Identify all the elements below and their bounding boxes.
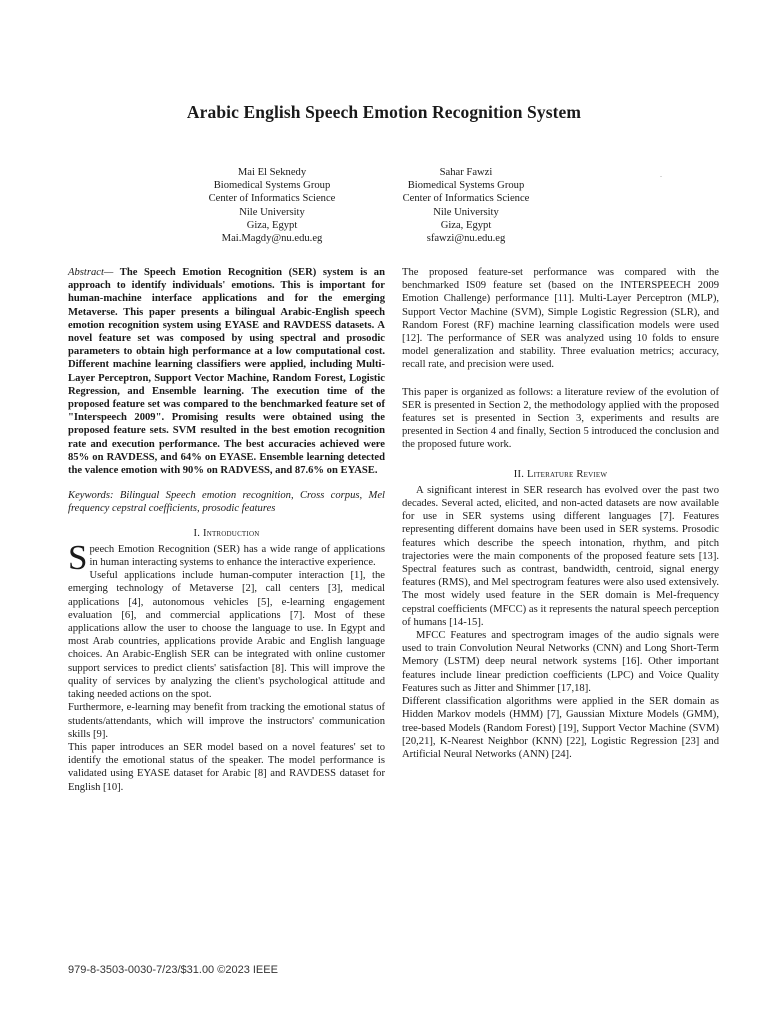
- abstract-text: The Speech Emotion Recognition (SER) system is an approach to identify individuals' emotions. This is important for human-machine interface applications and for the emerging Metaverse. This paper presents a bilingual Arabic-English speech emotion recognition system using EYASE and RAVDESS datasets. A novel feature set was composed by using spectral and prosodic parameters to obtain high performance at a low computational cost. Different machine learning classifiers were applied, including Multi-Layer Perceptron, Support Vector Machine, Random Forest, Logistic Regression, and Ensemble learning. The execution time of the proposed feature set was compared to the benchmarked feature set of "Interspeech 2009". Promising results were obtained using the proposed feature sets. SVM resulted in the best emotion recognition rate and execution performance. The best accuracies achieved were 85% on RAVDESS, and 64% on EYASE. Ensemble learning detected the valence emotion with 90% on RADVESS, and 87.6% on EYASE.: [68, 267, 385, 477]
- author-block-1: [162, 166, 382, 245]
- author-email: Mai.Magdy@nu.edu.eg: [221, 233, 323, 245]
- intro-paragraph-1: [68, 537, 385, 577]
- author-city: Giza, Egypt: [440, 219, 492, 231]
- right-paragraph-2: This paper is organized as follows: a literature review of the evolution of SER is presented in Section 2, the methodology applied with the proposed features set is presented in Section 3, experiments and results are presented in Section 4 and finally, Section 5 introduced the conclusion and the proposed future work.: [402, 386, 719, 451]
- right-paragraph-1: The proposed feature-set performance was compared with the benchmarked IS09 feature set (based on the INTERSPEECH 2009 Emotion Challenge) performance [11]. Multi-Layer Perceptron (MLP), Support Vector Machine (SVM), Simple Logistic Regression (SLR), and Random Forest (RF) machine learning classification models were used [12]. The performance of SER was analyzed using 10 folds to ensure model generalization and stability. Three evaluation metrics; accuracy, recall rate, and precision were used.: [402, 267, 719, 371]
- abstract: [68, 266, 385, 477]
- copyright-footer: 979-8-3503-0030-7/23/$31.00 ©2023 IEEE: [68, 964, 278, 976]
- author-email: sfawzi@nu.edu.eg: [426, 233, 506, 245]
- intro-paragraph-4: This paper introduces an SER model based on a novel features' set to identify the emotional status of the speaker. The model performance is validated using EYASE dataset for Arabic [8] and RAVDESS dataset for English [10].: [68, 741, 385, 793]
- author-univ: Nile University: [433, 206, 499, 218]
- author-dept: Biomedical Systems Group: [213, 180, 331, 192]
- author-block-2: [356, 166, 576, 245]
- abstract-label: Abstract—: [68, 267, 114, 278]
- lit-paragraph-2: MFCC Features and spectrogram images of the audio signals were used to train Convolution Neural Networks (CNN) and Long Short-Term Memory (LSTM) deep neural network systems [16]. Other important features include linear prediction coefficients (LPC) and Voice Quality Features such as Jitter and Shimmer [17,18].: [402, 630, 719, 694]
- author-univ: Nile University: [239, 206, 305, 218]
- keywords: Keywords: Bilingual Speech emotion recognition, Cross corpus, Mel frequency cepstral coefficients, prosodic features: [68, 490, 385, 515]
- intro-paragraph-3: Furthermore, e-learning may benefit from tracking the emotional status of students/attendants, which will improve the instructors' communication skills [9].: [68, 702, 385, 740]
- lit-paragraph-1: A significant interest in SER research has evolved over the past two decades. Several acted, elicited, and non-acted datasets are now available for use in SER systems using different languages [7]. Features representing different domains have been used in SER systems. Prosodic features which describe the speech intonation, rhythm, and pitch trajectories were the main components of the proposed feature sets [13]. Spectral features such as contrast, bandwidth, centroid, signal energy features (RMS), and Mel spectrogram features were also used extensively. The most widely used feature in the SER domain is Mel-frequency cepstral coefficients (MFCC) as it represents the natural speech perception of humans [14-15].: [402, 484, 719, 628]
- right-column: [402, 266, 719, 761]
- lit-paragraph-3: Different classification algorithms were applied in the SER domain as Hidden Markov models (HMM) [7], Gaussian Mixture Models (GMM), tree-based Models (Random Forest) [19], Support Vector Machine (SVM) [20,21], K-Nearest Neighbor (KNN) [22], Logistic Regression [23] and Artificial Neural Networks (ANN) [24].: [402, 696, 719, 760]
- author-dept: Biomedical Systems Group: [407, 180, 525, 192]
- intro-text-1: peech Emotion Recognition (SER) has a wide range of applications in human interacting systems to enhance the interactive experience.: [89, 543, 385, 569]
- author-name: Mai El Seknedy: [237, 167, 307, 178]
- author-org: Center of Informatics Science: [208, 193, 336, 205]
- stray-mark: .: [660, 170, 662, 179]
- left-column: [68, 266, 385, 794]
- intro-paragraph-2: Useful applications include human-computer interaction [1], the emerging technology of Metaverse [2], call centers [3], medical applications [4], autonomous vehicles [5], e-learning engagement evaluation [6], and commercial applications [7]. Most of these applications allow the user to choose the language to use. In Egypt and most Arab countries, applications provide Arabic and English language choices. An Arabic-English SER can be integrated with online customer support services to predict clients' satisfaction [8]. This will improve the quality of services by analyzing the client's psychological attitude and taking needed actions on the spot.: [68, 570, 385, 701]
- author-org: Center of Informatics Science: [402, 193, 530, 205]
- author-name: Sahar Fawzi: [439, 167, 493, 178]
- section-heading-introduction: I. Introduction: [193, 527, 260, 539]
- paper-title: Arabic English Speech Emotion Recognition System: [186, 102, 582, 122]
- drop-cap: S: [68, 537, 88, 577]
- section-heading-literature-review: II. Literature Review: [513, 468, 608, 480]
- author-city: Giza, Egypt: [246, 219, 298, 231]
